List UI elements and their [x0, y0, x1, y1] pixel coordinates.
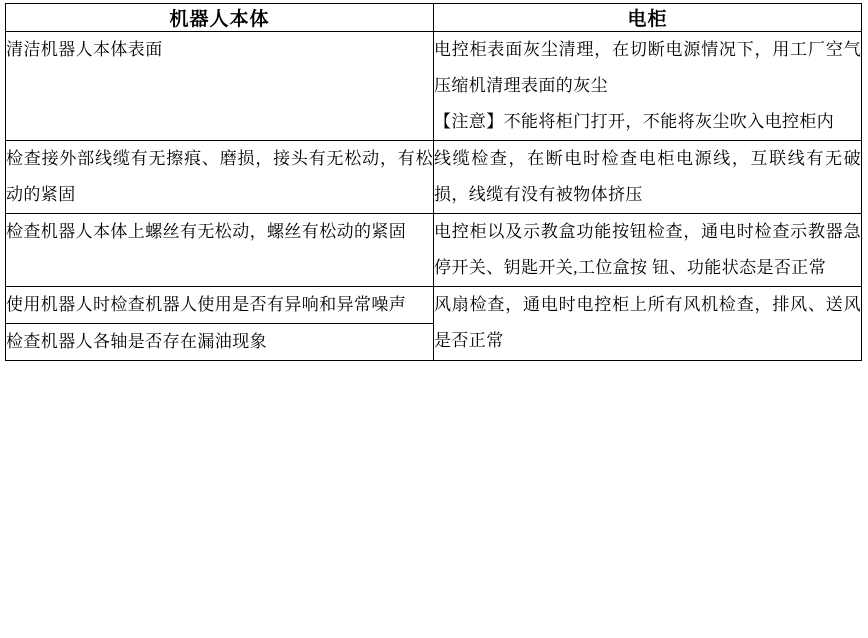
- cell-paragraph-note: 【注意】不能将柜门打开，不能将灰尘吹入电控柜内: [434, 112, 835, 131]
- cell-robot-body-2: [6, 141, 434, 214]
- cell-robot-body-1: [6, 32, 434, 141]
- cell-cabinet-1: [434, 32, 862, 141]
- column-header-control-cabinet: 电柜: [434, 4, 862, 32]
- cell-paragraph: 检查接外部线缆有无擦痕、磨损，接头有无松动，有松动的紧固: [6, 149, 433, 204]
- cell-robot-body-3: [6, 214, 434, 287]
- table-row: [6, 141, 862, 214]
- cell-cabinet-3: [434, 214, 862, 287]
- table-header: [6, 4, 862, 32]
- cell-robot-body-5: [6, 324, 434, 361]
- cell-robot-body-4: [6, 287, 434, 324]
- table-body: [6, 32, 862, 361]
- cell-cabinet-2: [434, 141, 862, 214]
- cell-paragraph: 清洁机器人本体表面: [6, 40, 163, 59]
- column-header-robot-body: 机器人本体: [6, 4, 434, 32]
- table-row: [6, 32, 862, 141]
- document-page: [0, 3, 868, 638]
- maintenance-checklist-table: [5, 3, 862, 361]
- cell-paragraph: 线缆检查，在断电时检查电柜电源线，互联线有无破损，线缆有没有被物体挤压: [434, 149, 861, 204]
- table-row: [6, 287, 862, 324]
- cell-paragraph: 电控柜以及示教盒功能按钮检查，通电时检查示教器急停开关、钥匙开关,工位盒按 钮、功能状态是否正常: [434, 222, 861, 277]
- cell-paragraph: 检查机器人各轴是否存在漏油现象: [6, 332, 267, 351]
- cell-cabinet-4: [434, 287, 862, 361]
- table-header-row: [6, 4, 862, 32]
- cell-paragraph: 检查机器人本体上螺丝有无松动，螺丝有松动的紧固: [6, 222, 407, 241]
- cell-paragraph: 风扇检查，通电时电控柜上所有风机检查，排风、送风是否正常: [434, 295, 861, 350]
- cell-paragraph: 电控柜表面灰尘清理，在切断电源情况下，用工厂空气压缩机清理表面的灰尘: [434, 40, 861, 95]
- cell-paragraph: 使用机器人时检查机器人使用是否有异响和异常噪声: [6, 295, 407, 314]
- table-row: [6, 214, 862, 287]
